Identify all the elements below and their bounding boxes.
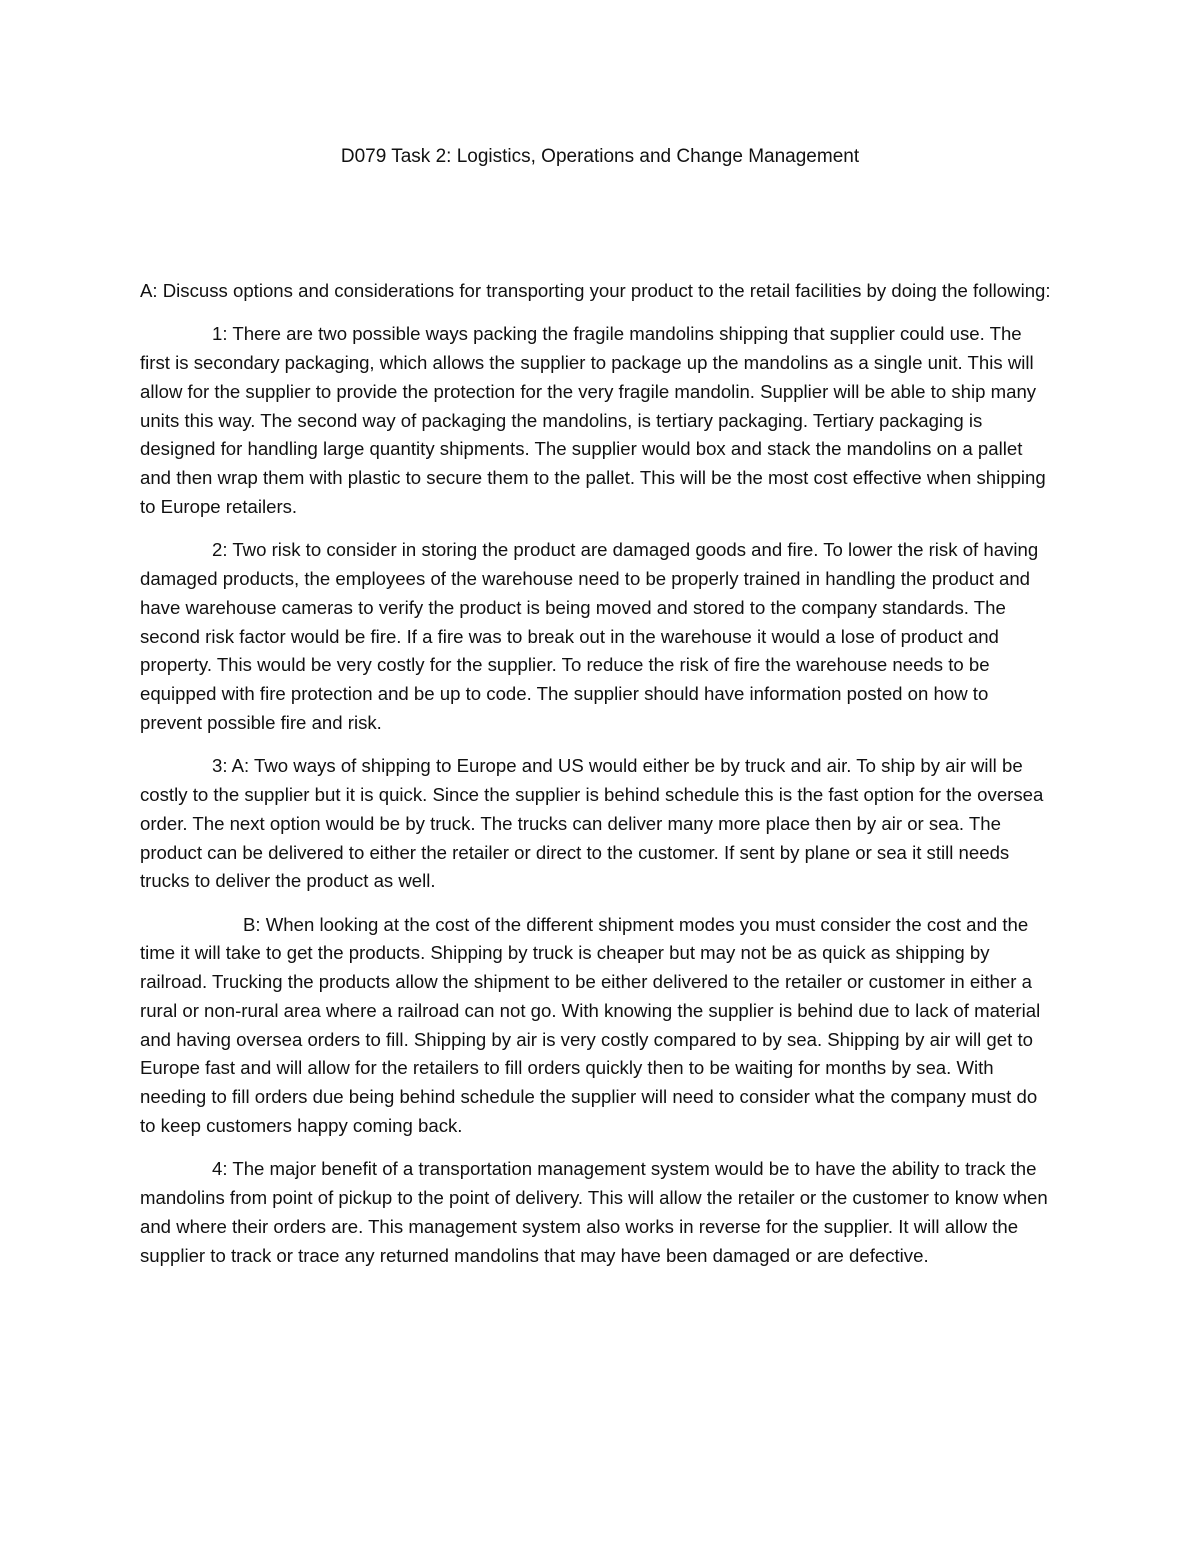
section-a-heading: A: Discuss options and considerations for transporting your product to the retail facilities by doing the following: [140,280,1051,301]
paragraph-1-packaging: 1: There are two possible ways packing the fragile mandolins shipping that supplier could use. The first is secondary packaging, which allows the supplier to package up the mandolins as a single unit. This will allow for the supplier to provide the protection for the very fragile mandolin. Supplier will be able to ship many units this way. The second way of packaging the mandolins, is tertiary packaging. Tertiary packaging is designed for handling large quantity shipments. The supplier would box and stack the mandolins on a pallet and then wrap them with plastic to secure them to the pallet. This will be the most cost effective when shipping to Europe retailers. [140,323,1046,517]
paragraph-2-storage-risks: 2: Two risk to consider in storing the product are damaged goods and fire. To lower the risk of having damaged products, the employees of the warehouse need to be properly trained in handling the product and have warehouse cameras to verify the product is being moved and stored to the company standards. The second risk factor would be fire. If a fire was to break out in the warehouse it would a lose of product and property. This would be very costly for the supplier. To reduce the risk of fire the warehouse needs to be equipped with fire protection and be up to code. The supplier should have information posted on how to prevent possible fire and risk. [140,539,1039,733]
paragraph-4-tms-benefit: 4: The major benefit of a transportation management system would be to have the ability to track the mandolins from point of pickup to the point of delivery. This will allow the retailer or the customer to know when and where their orders are. This management system also works in reverse for the supplier. It will allow the supplier to track or trace any returned mandolins that may have been damaged or are defective. [140,1158,1048,1266]
document-body [140,277,1055,1285]
document-title: D079 Task 2: Logistics, Operations and Change Management [340,146,860,167]
paragraph-3a-shipping-modes: 3: A: Two ways of shipping to Europe and US would either be by truck and air. To ship by air will be costly to the supplier but it is quick. Since the supplier is behind schedule this is the fast option for the oversea order. The next option would be by truck. The trucks can deliver many more place then by air or sea. The product can be delivered to either the retailer or direct to the customer. If sent by plane or sea it still needs trucks to deliver the product as well. [140,755,1044,892]
paragraph-3b-shipment-costs: B: When looking at the cost of the different shipment modes you must consider the cost and the time it will take to get the products. Shipping by truck is cheaper but may not be as quick as shipping by railroad. Trucking the products allow the shipment to be either delivered to the retailer or customer in either a rural or non-rural area where a railroad can not go. With knowing the supplier is behind due to lack of material and having oversea orders to fill. Shipping by air is very costly compared to by sea. Shipping by air will get to Europe fast and will allow for the retailers to fill orders quickly then to be waiting for months by sea. With needing to fill orders due being behind schedule the supplier will need to consider what the company must do to keep customers happy coming back. [140,913,1041,1137]
